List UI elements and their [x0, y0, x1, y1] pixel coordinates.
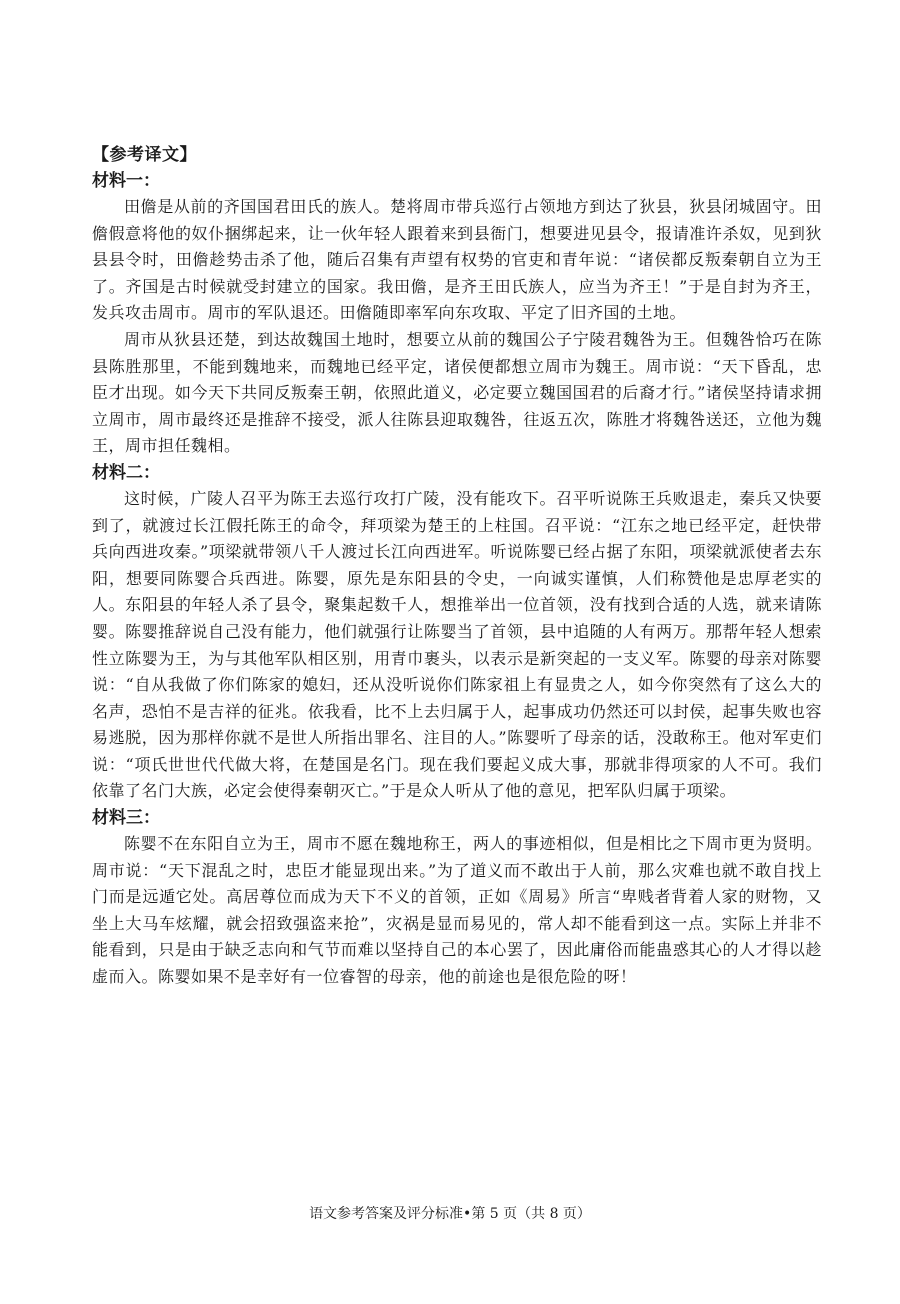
section-material-3: [92, 805, 822, 991]
section-label: 材料一：: [92, 171, 160, 191]
paragraph: 周市从狄县还楚，到达故魏国土地时，想要立从前的魏国公子宁陵君魏咎为王。但魏咎恰巧在陈县陈胜那里，不能到魏地来，而魏地已经平定，诸侯便都想立周市为魏王。周市说：“天下昏乱，忠臣才出现。如今天下共同反叛秦王朝，依照此道义，必定要立魏国国君的后裔才行。”诸侯坚持请求拥立周市，周市最终还是推辞不接受，派人往陈县迎取魏咎，往返五次，陈胜才将魏咎送还，立他为魏王，周市担任魏相。: [92, 329, 822, 456]
section-label: 材料三：: [92, 808, 160, 829]
document-body: [92, 142, 822, 991]
section-material-2: [92, 460, 822, 805]
section-label: 材料二：: [92, 462, 160, 483]
reference-translation-heading: 【参考译文】: [92, 145, 197, 165]
page-footer: 语文参考答案及评分标准•第 5 页（共 8 页）: [309, 1206, 591, 1222]
paragraph: 田儋是从前的齐国国君田氏的族人。楚将周市带兵巡行占领地方到达了狄县，狄县闭城固守。田儋假意将他的奴仆捆绑起来，让一伙年轻人跟着来到县衙门，想要进见县令，报请准许杀奴，见到狄县县令时，田儋趁势击杀了他，随后召集有声望有权势的官吏和青年说：“诸侯都反叛秦朝自立为王了。齐国是古时候就受封建立的国家。我田儋，是齐王田氏族人，应当为齐王！”于是自封为齐王，发兵攻击周市。周市的军队退还。田儋随即率军向东攻取、平定了旧齐国的土地。: [92, 197, 822, 323]
paragraph: 陈婴不在东阳自立为王，周市不愿在魏地称王，两人的事迹相似，但是相比之下周市更为贤明。周市说：“天下混乱之时，忠臣才能显现出来。”为了道义而不敢出于人前，那么灾难也就不敢自找上门而是远遁它处。高居尊位而成为天下不义的首领，正如《周易》所言“卑贱者背着人家的财物，又坐上大马车炫耀，就会招致强盗来抢”，灾祸是显而易见的，常人却不能看到这一点。实际上并非不能看到，只是由于缺乏志向和气节而难以坚持自己的本心罢了，因此庸俗而能蛊惑其心的人才得以趁虚而入。陈婴如果不是幸好有一位睿智的母亲，他的前途也是很危险的呀！: [92, 834, 822, 987]
paragraph: 这时候，广陵人召平为陈王去巡行攻打广陵，没有能攻下。召平听说陈王兵败退走，秦兵又快要到了，就渡过长江假托陈王的命令，拜项梁为楚王的上柱国。召平说：“江东之地已经平定，赶快带兵向西进攻秦。”项梁就带领八千人渡过长江向西进军。听说陈婴已经占据了东阳，项梁就派使者去东阳，想要同陈婴合兵西进。陈婴，原先是东阳县的令史，一向诚实谨慎，人们称赞他是忠厚老实的人。东阳县的年轻人杀了县令，聚集起数千人，想推举出一位首领，没有找到合适的人选，就来请陈婴。陈婴推辞说自己没有能力，他们就强行让陈婴当了首领，县中追随的人有两万。那帮年轻人想索性立陈婴为王，为与其他军队相区别，用青巾裹头，以表示是新突起的一支义军。陈婴的母亲对陈婴说：“自从我做了你们陈家的媳妇，还从没听说你们陈家祖上有显贵之人，如今你突然有了这么大的名声，恐怕不是吉祥的征兆。依我看，比不上去归属于人，起事成功仍然还可以封侯，起事失败也容易逃脱，因为那样你就不是世人所指出罪名、注目的人。”陈婴听了母亲的话，没敢称王。他对军吏们说：“项氏世世代代做大将，在楚国是名门。现在我们要起义成大事，那就非得项家的人不可。我们依靠了名门大族，必定会使得秦朝灭亡。”于是众人听从了他的意见，把军队归属于项梁。: [92, 488, 822, 801]
section-material-1: [92, 168, 822, 460]
